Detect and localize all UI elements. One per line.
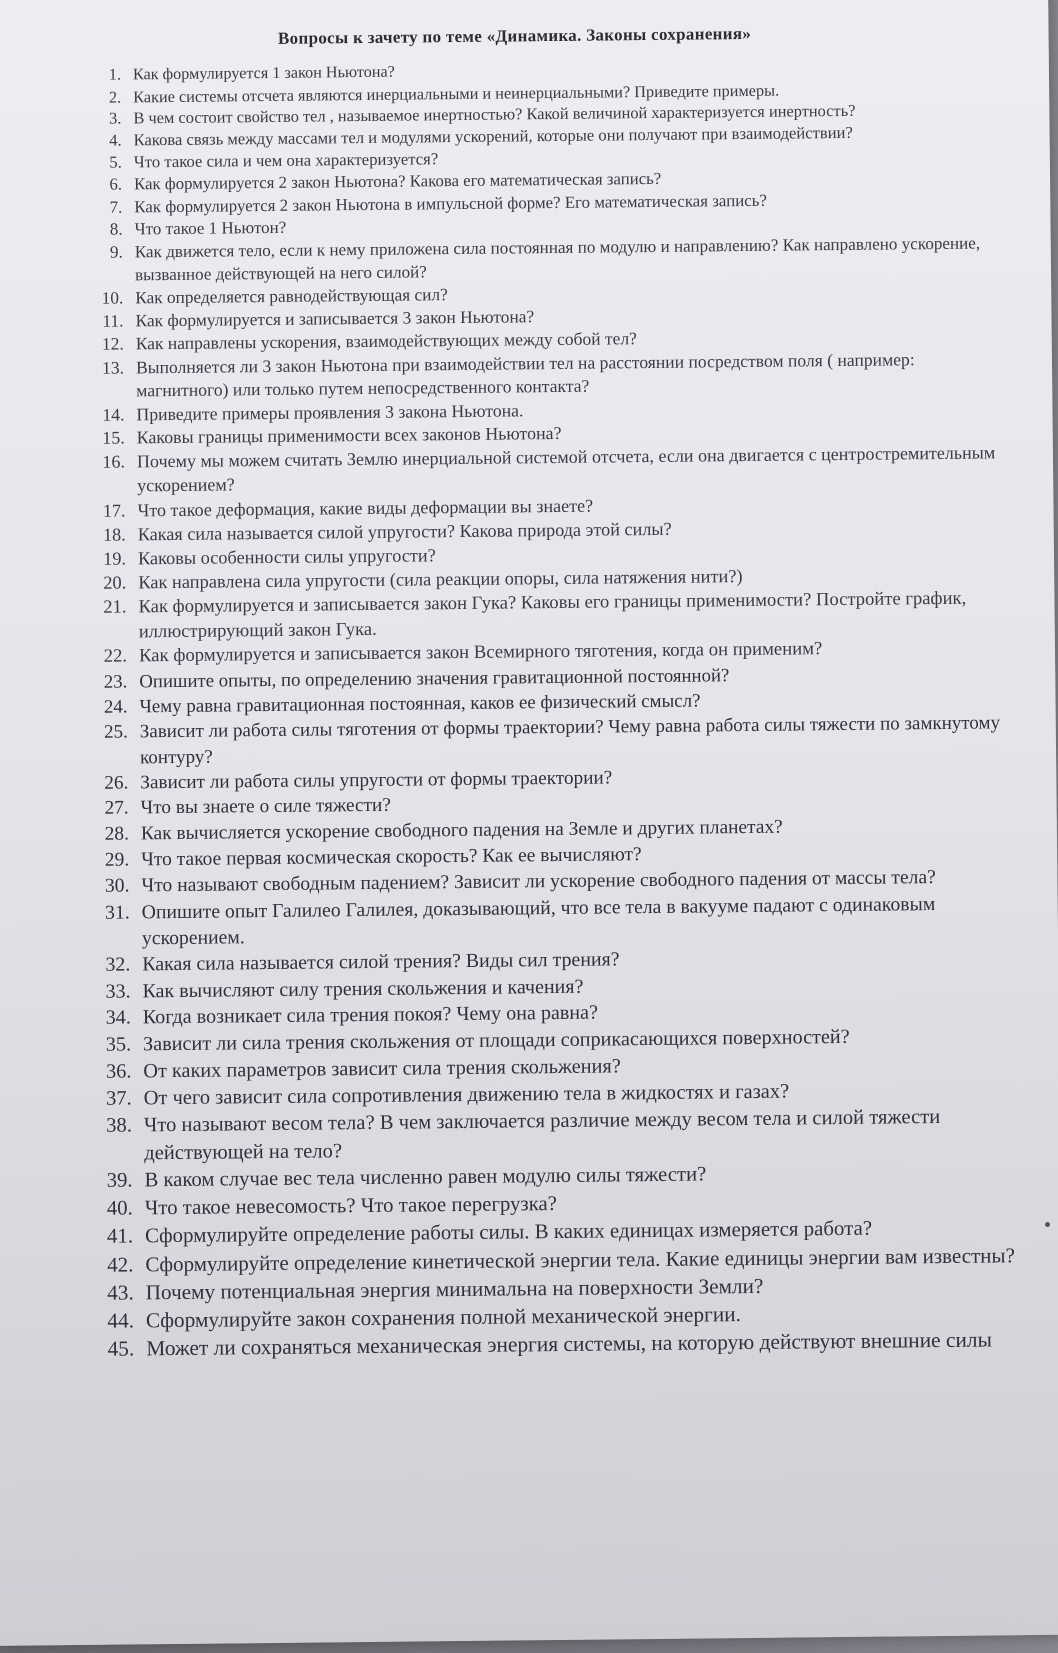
question-text: Почему мы можем считать Землю инерциальной системой отсчета, если она двигается с центростремительным ускорением?	[136, 442, 996, 496]
document-title: Вопросы к зачету по теме «Динамика. Законы сохранения»	[277, 23, 752, 48]
question-text: Зависит ли работа силы тяготения от формы траектории? Чему равна работа силы тяжести по замкнутому контуру?	[139, 712, 1001, 768]
question-text: Что называют свободным падением? Зависит ли ускорение свободного падения от массы тела?	[141, 866, 936, 896]
question-number: 25.	[103, 721, 128, 743]
question-text: Сформулируйте определение кинетической энергии тела. Какие единицы энергии вам известны?	[145, 1243, 1016, 1277]
question-number: 34.	[105, 1006, 131, 1030]
question-text: Приведите примеры проявления 3 закона Ньютона.	[136, 399, 524, 424]
question-text: Как формулируется и записывается 3 закон Ньютона?	[135, 306, 535, 331]
question-number: 7.	[109, 197, 123, 217]
question-number: 16.	[102, 451, 126, 472]
question-text: Как направлена сила упругости (сила реакции опоры, сила натяжения нити?)	[138, 566, 743, 593]
question-text: Как формулируется и записывается закон Всемирного тяготения, когда он применим?	[138, 638, 823, 667]
question-number: 18.	[102, 524, 126, 545]
question-number: 45.	[107, 1336, 135, 1362]
question-number: 39.	[106, 1169, 133, 1192]
question-text: Опишите опыты, по определению значения гравитационной постоянной?	[139, 665, 730, 693]
question-number: 42.	[107, 1252, 134, 1277]
question-number: 28.	[104, 823, 129, 845]
question-number: 32.	[105, 953, 131, 977]
question-number: 36.	[105, 1060, 132, 1083]
question-number: 30.	[104, 875, 130, 897]
question-number: 17.	[102, 500, 126, 521]
question-text: Как формулируется 2 закон Ньютона? Какова его математическая запись?	[133, 169, 662, 194]
question-text: Как формулируется и записывается закон Гука? Каковы его границы применимости? Постройте график, иллюстрирующий закон Гука.	[138, 587, 967, 642]
question-number: 35.	[105, 1033, 132, 1056]
question-text: Что называют весом тела? В чем заключается различие между весом тела и силой тяжести действующей на тело?	[143, 1106, 941, 1164]
question-number: 43.	[107, 1280, 134, 1305]
question-text: Как движется тело, если к нему приложена сила постоянная по модулю и направлению? Как направлено ускорение, вызванное действующей на него силой?	[134, 233, 981, 284]
question-number: 24.	[103, 696, 128, 718]
question-number: 23.	[103, 671, 128, 693]
question-text: Что такое деформация, какие виды деформации вы знаете?	[137, 495, 594, 520]
question-number: 9.	[109, 242, 123, 262]
question-number: 37.	[105, 1087, 132, 1110]
question-number: 10.	[101, 288, 124, 309]
question-number: 11.	[102, 310, 124, 332]
question-number: 27.	[104, 797, 129, 820]
question-text: Какова связь между массами тел и модулями ускорений, которые они получают при взаимодействии?	[133, 122, 853, 150]
question-text: Что такое сила и чем она характеризуется?	[133, 149, 439, 172]
question-item	[86, 890, 1016, 952]
question-text: Какая сила называется силой упругости? Какова природа этой силы?	[137, 518, 672, 545]
question-text: Что такое первая космическая скорость? Как ее вычисляют?	[141, 843, 642, 871]
question-number: 15.	[102, 427, 125, 448]
question-text: Что такое невесомость? Что такое перегрузка?	[144, 1192, 558, 1220]
question-number: 8.	[109, 219, 123, 239]
question-text: Как вычисляют силу трения скольжения и качения?	[142, 975, 584, 1003]
question-text: Чему равна гравитационная постоянная, каков ее физический смысл?	[139, 690, 701, 718]
question-number: 13.	[101, 357, 125, 378]
question-number: 14.	[102, 404, 125, 425]
question-number: 1.	[108, 65, 122, 84]
question-number: 6.	[109, 174, 123, 194]
question-text: От чего зависит сила сопротивления движению тела в жидкостях и газах?	[143, 1080, 790, 1110]
question-text: Почему потенциальная энергия минимальна на поверхности Земли?	[145, 1273, 764, 1305]
question-text: Зависит ли сила трения скольжения от площади соприкасающихся поверхностей?	[142, 1025, 850, 1056]
question-text: Сформулируйте определение работы силы. В каких единицах измеряется работа?	[144, 1215, 873, 1248]
question-text: Что вы знаете о силе тяжести?	[140, 795, 391, 819]
question-number: 20.	[103, 572, 127, 594]
question-text: Какая сила называется силой трения? Виды сил трения?	[142, 948, 620, 976]
question-text: Каковы границы применимости всех законов Ньютона?	[136, 423, 562, 448]
question-text: Как формулируется 2 закон Ньютона в импульсной форме? Его математическая запись?	[134, 190, 768, 217]
question-text: Каковы особенности силы упругости?	[137, 545, 436, 569]
question-text: Что такое 1 Ньютон?	[134, 217, 287, 239]
question-text: Как направлены ускорения, взаимодействующих между собой тел?	[135, 328, 637, 354]
question-text: Как определяется равнодействующая сил?	[135, 285, 448, 308]
question-text: Как формулируется 1 закон Ньютона?	[132, 62, 395, 84]
question-text: Какие системы отсчета являются инерциальными и неинерциальными? Приведите примеры.	[133, 80, 780, 106]
question-number: 29.	[104, 849, 130, 871]
question-item	[88, 1103, 1019, 1168]
question-text: В каком случае вес тела численно равен модулю силы тяжести?	[144, 1163, 707, 1192]
question-number: 38.	[106, 1114, 133, 1137]
question-number: 40.	[106, 1196, 133, 1221]
question-text: В чем состоит свойство тел , называемое инертностью? Какой величиной характеризуется инертность?	[133, 101, 856, 128]
question-number: 12.	[101, 333, 124, 355]
question-text: Сформулируйте закон сохранения полной механической энергии.	[145, 1302, 742, 1333]
question-text: От каких параметров зависит сила трения скольжения?	[143, 1055, 621, 1083]
question-number: 31.	[104, 901, 130, 924]
question-number: 33.	[105, 980, 131, 1003]
question-number: 21.	[103, 596, 127, 618]
question-text: Опишите опыт Галилео Галилея, доказывающий, что все тела в вакууме падают с одинаковым ускорением.	[141, 892, 936, 950]
question-number: 41.	[106, 1223, 134, 1248]
question-text: Когда возникает сила трения покоя? Чему она равна?	[142, 1001, 599, 1029]
question-number: 3.	[108, 108, 122, 128]
question-number: 2.	[108, 87, 122, 107]
question-text: Как вычисляется ускорение свободного падения на Земле и других планетах?	[140, 816, 783, 845]
question-number: 5.	[109, 152, 122, 172]
question-number: 44.	[107, 1308, 135, 1333]
question-number: 26.	[104, 772, 129, 794]
question-number: 22.	[103, 645, 128, 667]
question-text: Может ли сохраняться механическая энергия системы, на которую действуют внешние силы	[146, 1327, 993, 1361]
question-list	[77, 55, 1021, 1363]
question-number: 4.	[109, 130, 122, 150]
ink-dot	[1045, 1222, 1050, 1227]
question-number: 19.	[103, 548, 127, 569]
question-text: Выполняется ли 3 закон Ньютона при взаимодействии тел на расстоянии посредством поля ( например: магнитного) или только путем непосредственного контакта?	[135, 348, 915, 401]
question-text: Зависит ли работа силы упругости от формы траектории?	[140, 767, 613, 794]
